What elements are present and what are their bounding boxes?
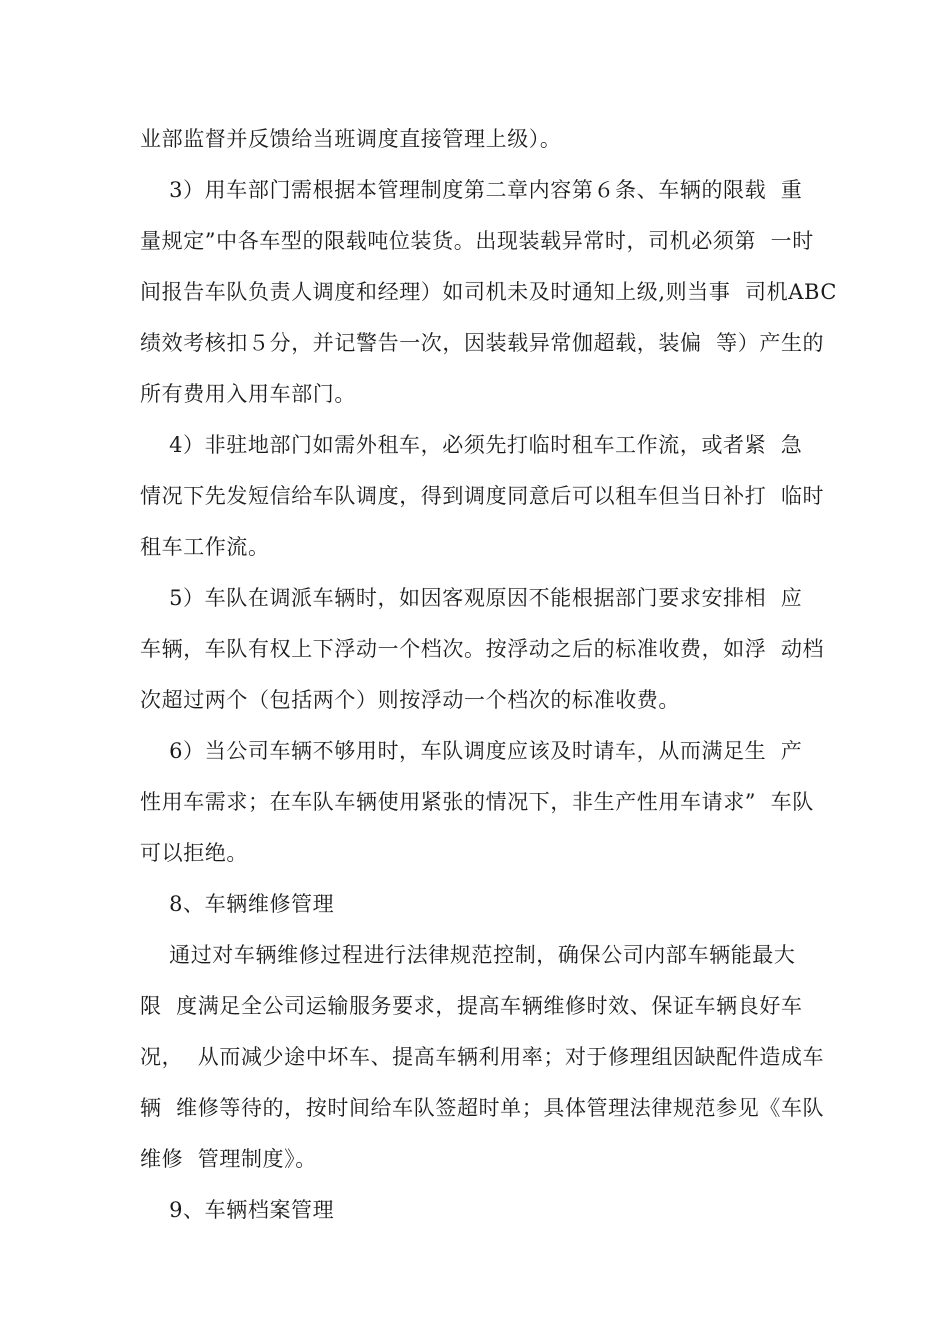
- text-line: 量规定”中各车型的限载吨位装货。出现装载异常时，司机必须第 一时: [140, 229, 814, 253]
- text-line: 次超过两个（包括两个）则按浮动一个档次的标准收费。: [140, 688, 680, 712]
- text-line: 可以拒绝。: [140, 841, 248, 865]
- text-line: 4）非驻地部门如需外租车，必须先打临时租车工作流，或者紧 急: [140, 433, 803, 457]
- section-heading: 9、车辆档案管理: [140, 1198, 335, 1222]
- text-line: 业部监督并反馈给当班调度直接管理上级）。: [140, 127, 562, 151]
- text-line: 所有费用入用车部门。: [140, 382, 356, 406]
- text-line: 况， 从而减少途中坏车、提高车辆利用率；对于修理组因缺配件造成车: [140, 1045, 825, 1069]
- text-line: 限 度满足全公司运输服务要求，提高车辆维修时效、保证车辆良好车: [140, 994, 803, 1018]
- text-line: 租车工作流。: [140, 535, 270, 559]
- text-line: 维修 管理制度》。: [140, 1147, 317, 1171]
- text-line: 6）当公司车辆不够用时，车队调度应该及时请车，从而满足生 产: [140, 739, 803, 763]
- section-heading: 8、车辆维修管理: [140, 892, 335, 916]
- text-line: 通过对车辆维修过程进行法律规范控制，确保公司内部车辆能最大: [140, 943, 796, 967]
- text-line: 间报告车队负责人调度和经理）如司机未及时通知上级,则当事 司机ABC: [140, 280, 838, 304]
- text-line: 5）车队在调派车辆时，如因客观原因不能根据部门要求安排相 应: [140, 586, 803, 610]
- text-line: 车辆，车队有权上下浮动一个档次。按浮动之后的标准收费，如浮 动档: [140, 637, 825, 661]
- text-line: 3）用车部门需根据本管理制度第二章内容第６条、车辆的限载 重: [140, 178, 803, 202]
- document-page: [140, 118, 838, 1240]
- text-line: 情况下先发短信给车队调度，得到调度同意后可以租车但当日补打 临时: [140, 484, 825, 508]
- text-line: 性用车需求；在车队车辆使用紧张的情况下，非生产性用车请求” 车队: [140, 790, 814, 814]
- text-line: 绩效考核扣５分，并记警告一次，因装载异常伽超载，装偏 等）产生的: [140, 331, 825, 355]
- text-line: 辆 维修等待的，按时间给车队签超时单；具体管理法律规范参见《车队: [140, 1096, 825, 1120]
